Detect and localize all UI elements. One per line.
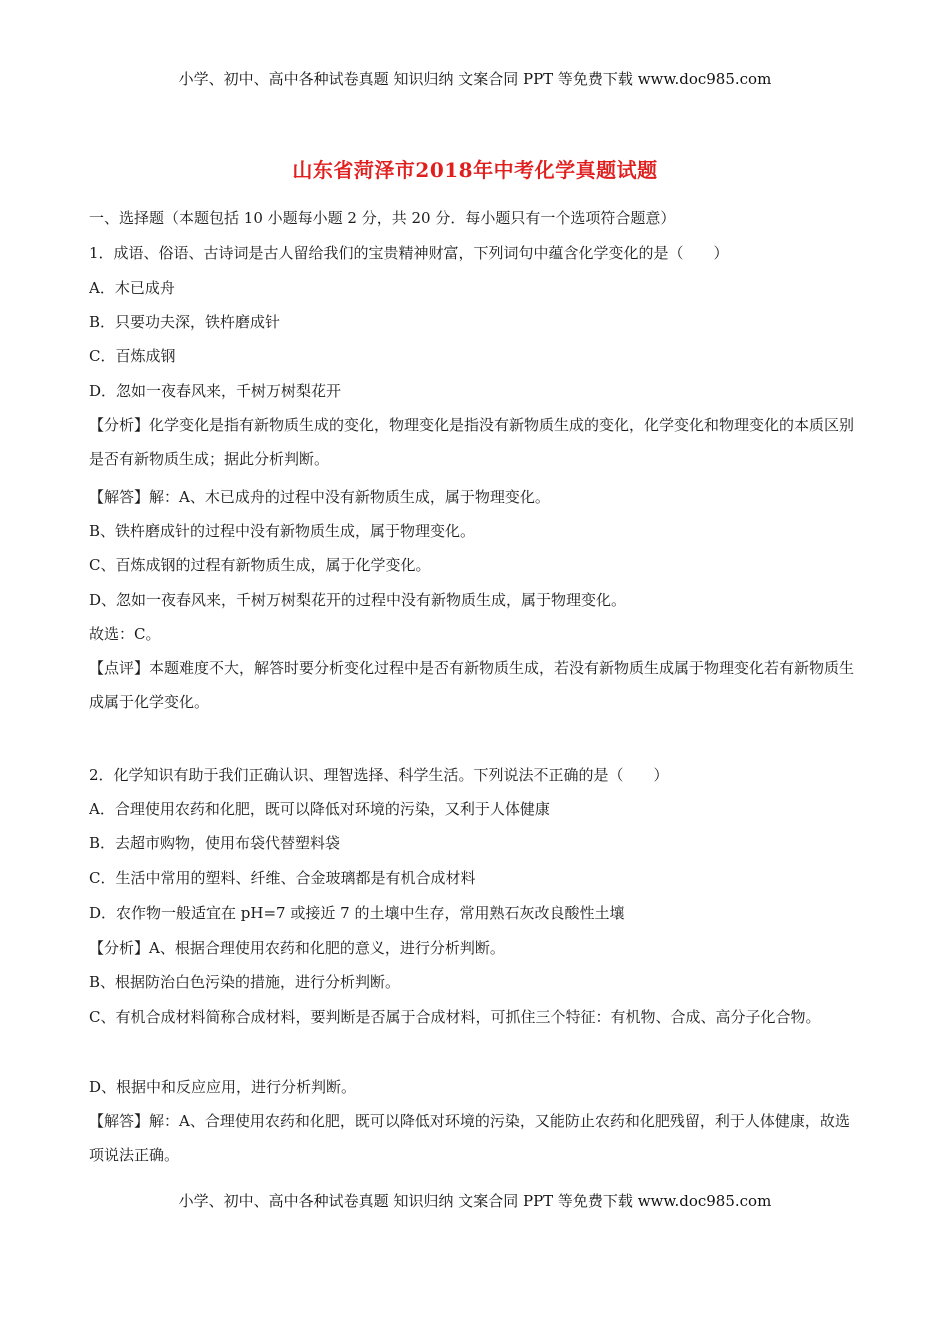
question-2-option-b: B．去超市购物，使用布袋代替塑料袋 <box>89 834 341 852</box>
page-title: 山东省菏泽市2018年中考化学真题试题 <box>292 158 658 182</box>
question-2-analysis-d: D、根据中和反应应用，进行分析判断。 <box>89 1078 357 1096</box>
question-1-analysis: 【分析】化学变化是指有新物质生成的变化，物理变化是指没有新物质生成的变化，化学变化和物理变化的本质区别是否有新物质生成；据此分析判断。 <box>89 416 855 468</box>
question-1-comment: 【点评】本题难度不大，解答时要分析变化过程中是否有新物质生成，若没有新物质生成属于物理变化若有新物质生成属于化学变化。 <box>89 659 855 711</box>
question-1-option-c: C．百炼成钢 <box>89 347 176 365</box>
question-2-option-c: C．生活中常用的塑料、纤维、合金玻璃都是有机合成材料 <box>89 869 476 887</box>
question-1-option-d: D．忽如一夜春风来，千树万树梨花开 <box>89 382 342 400</box>
question-1-answer-d: D、忽如一夜春风来，千树万树梨花开的过程中没有新物质生成，属于物理变化。 <box>89 591 627 609</box>
question-1-option-b: B．只要功夫深，铁杵磨成针 <box>89 313 281 331</box>
section-heading: 一、选择题（本题包括 10 小题每小题 2 分，共 20 分．每小题只有一个选项符合题意） <box>89 209 676 227</box>
question-2-analysis: 【分析】A、根据合理使用农药和化肥的意义，进行分析判断。 <box>89 939 505 957</box>
question-1-choice: 故选：C。 <box>89 625 161 643</box>
page-header: 小学、初中、高中各种试卷真题 知识归纳 文案合同 PPT 等免费下载 www.doc985.com <box>178 70 772 88</box>
question-1-answer-b: B、铁杵磨成针的过程中没有新物质生成，属于物理变化。 <box>89 522 476 540</box>
question-1-answer-c: C、百炼成钢的过程有新物质生成，属于化学变化。 <box>89 556 431 574</box>
question-2-option-d: D．农作物一般适宜在 pH=7 或接近 7 的土壤中生存，常用熟石灰改良酸性土壤 <box>89 904 625 922</box>
page-footer: 小学、初中、高中各种试卷真题 知识归纳 文案合同 PPT 等免费下载 www.doc985.com <box>178 1192 772 1210</box>
question-1-option-a: A．木已成舟 <box>89 279 175 297</box>
question-2-analysis-c: C、有机合成材料简称合成材料，要判断是否属于合成材料，可抓住三个特征：有机物、合成、高分子化合物。 <box>89 1008 821 1026</box>
question-2-stem: 2．化学知识有助于我们正确认识、理智选择、科学生活。下列说法不正确的是（ ） <box>89 766 669 784</box>
question-2-option-a: A．合理使用农药和化肥，既可以降低对环境的污染，又利于人体健康 <box>89 800 550 818</box>
question-1-stem: 1．成语、俗语、古诗词是古人留给我们的宝贵精神财富，下列词句中蕴含化学变化的是（ ） <box>89 244 729 262</box>
question-1-answer: 【解答】解：A、木已成舟的过程中没有新物质生成，属于物理变化。 <box>89 488 550 506</box>
question-2-answer: 【解答】解：A、合理使用农药和化肥，既可以降低对环境的污染，又能防止农药和化肥残留，利于人体健康，故选项说法正确。 <box>89 1112 850 1164</box>
question-2-analysis-b: B、根据防治白色污染的措施，进行分析判断。 <box>89 973 401 991</box>
